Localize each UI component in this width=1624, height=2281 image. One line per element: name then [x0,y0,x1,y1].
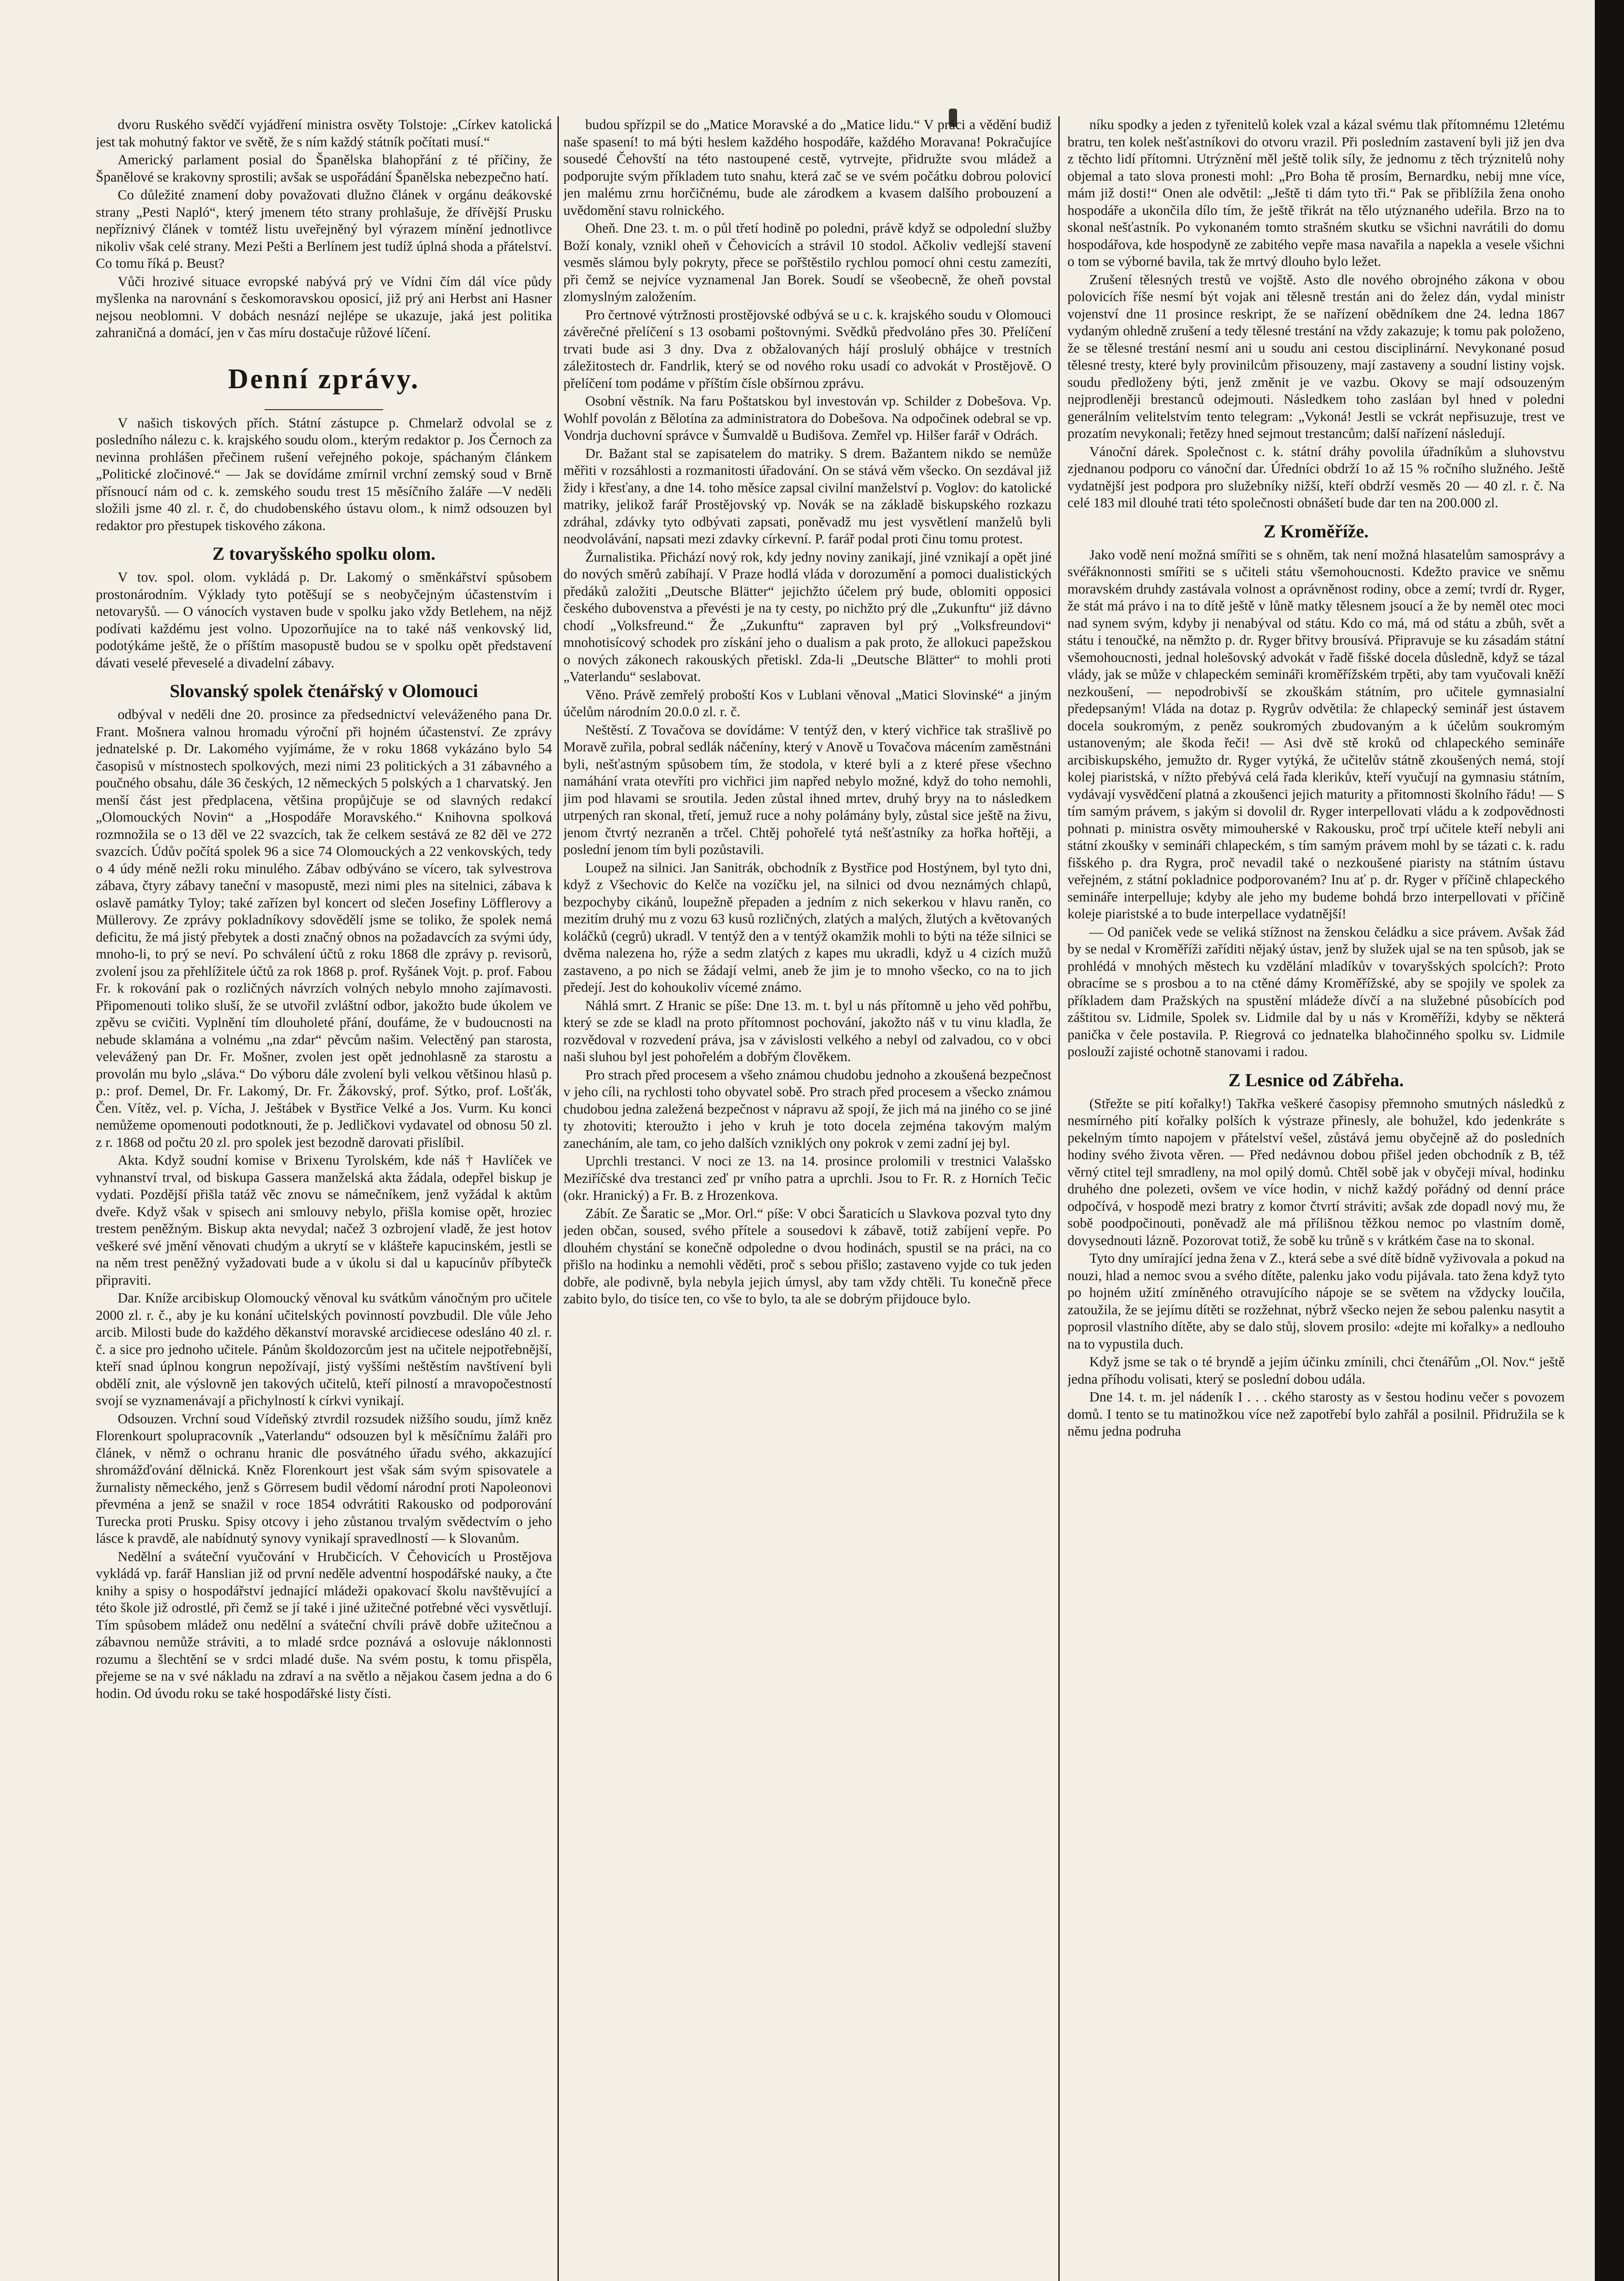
paragraph: V tov. spol. olom. vykládá p. Dr. Lakomý o směnkářství spůsobem prostonárodním. Výklady tyto potěšují se s neobyčejným účastenstvím i netovaryšů. — O vánocích vystaven bude v spolku jako vždy Betlehem, na nějž podívati každému jest volno. Upozorňujíce na to také náš venkovský lid, podotýkáme ještě, že o příštím masopustě budou se v spolku opět představení dávati veselé převeselé a divadelní zábavy. [96,569,552,671]
paragraph: Zrušení tělesných trestů ve vojště. Asto dle nového obrojného zákona v obou polovicích říše nesmí být vojak ani tělesně trestán ani do želez dán, vydal ministr vojenství dne 11 prosince reskript, že se nařízení obědníkem dne 24. ledna 1867 vydaným ohledně zrušení a tedy tělesné trestání na vždy zakazuje; k tomu pak položeno, že se tělesné trestání nesmí ani u soudu ani cestou disciplinární. Nevykonané posud tělesné tresty, které byly provinilcům přisouzeny, mají zastaveny a soudní listiny vojsk. soudu předloženy býti, jenž změnit je ve vazbu. Okovy se mají odsouzeným nejprodleněji brestanců odejmouti. Následkem toho zasláan byl hned v poledni generálním velitelstvím tento telegram: „Vykoná! Jestli se vckrát nepřisuzuje, trest ve prozatím nevykonali; řetězy hned sejmout trestancům; další nařízení následují. [1067,271,1565,441]
paragraph: Dr. Bažant stal se zapisatelem do matriky. S drem. Bažantem nikdo se nemůže měřiti v rozsáhlosti a rozmanitosti úřadování. On se stává věm všecko. On sezdával již židy i křesťany, a dne 14. toho měsíce zapsal civilní manželství p. Voglov: do katolické matriky, jelikož farář Prostějovský vp. Novák se na základě biskupského rozkazu zdráhal, zdávky tyto odbývati zapsati, poněvadž mu jest vysvětlení manželů byli neodvolávání, napsati mezi zdavky církevní. P. farář podal proti činu tomu protest. [563,445,1051,547]
paragraph: Vánoční dárek. Společnost c. k. státní dráhy povolila úřadníkům a sluhovstvu zjednanou podporu co vánoční dar. Úředníci obdrží 1o až 15 % ročního služného. Ještě vydatnější jest podpora pro služebníky nižší, kteří obdrží vesměs 20 — 40 zl. r. č. Na celé 183 mil dlouhé trati této společnosti obnášetí bude dar ten na 200.000 zl. [1067,443,1565,510]
paragraph: — Od paniček vede se veliká stížnost na ženskou čeládku a sice právem. Avšak žád by se nedal v Kroměříži zaříditi nějaký ústav, jenž by služek ujal se na ten spůsob, jak se prohlédá v mnohých městech ku vzdělání mladíkův v tovaryšských spolcích?: Proto obracíme se s prosbou a to na ctěné dámy Kroměřížské, aby se spojily ve spolek za příkladem dam Pražských na spustění mládeže dívčí a na služebné působících pod záštitou sv. Lidmile, Spolek sv. Lidmile dal by u nás v Kroměříži, kdyby se některá panička v čele postavila. P. Riegrová co jednatelka blahočinného spolku sv. Lidmile poslouží zajisté ochotně stanovami i radou. [1067,924,1565,1059]
paragraph: níku spodky a jeden z tyřenitelů kolek vzal a kázal svému tlak přítomnému 12letému bratru, ten kolek nešťastníkovi do otvoru vrazil. Při posledním zastavení byli již jen dva z těchto lidí přítomni. Utrýznění měl ještě tolik síly, že jednomu z těch trýznitelů nohy objemal a tato slova pronesti mohl: „Pro Boha tě prosím, Bernardku, nebij mne více, mám již dosti!“ Onen ale odvětil: „Ještě ti dám tyto tři.“ Pak se přiblížila žena onoho hospodáře a ukončila dílo tím, že ještě třikrát na tělo utýznaného udeřila. Brzo na to skonal nešťastník. Po vykonaném tomto strašném skutku se všichni navrátili do domu hospodářova, kde hospodyně ze zabitého vepře masa navařila a napekla a vesele všichni o tom se výborné bavila, tak že mrtvý dlouho bylo ležet. [1067,117,1565,269]
paragraph: Uprchli trestanci. V noci ze 13. na 14. prosince prolomili v trestnici Valašsko Meziříčské dva trestanci zeď pr vního patra a uprchli. Jsou to Fr. R. z Horních Tečic (okr. Hranický) a Fr. B. z Hrozenkova. [563,1153,1051,1203]
paragraph: budou spřízpil se do „Matice Moravské a do „Matice lidu.“ V práci a vědění budiž naše spasení! to má býti heslem každého hospodáře, každého Moravana! Pokračujíce sousedé Čehovští na této nastoupené cestě, vytrvejte, přidružte svou mládež a podporujte svým příkladem tuto snahu, která zač se ve svém počátku dobrou polovicí jen malému zrnu horčičnému, bude ale zárodkem a kvasem dalšího probouzení a uvědomění stavu rolnického. [563,117,1051,218]
paragraph: Osobní věstník. Na faru Poštatskou byl investován vp. Schilder z Dobešova. Vp. Wohlf povolán z Bělotína za administratora do Dobešova. Na odpočinek odebral se vp. Vondrja duchovní správce v Šumvaldě u Budišova. Zemřel vp. Hilšer farář v Odrách. [563,393,1051,443]
paragraph: Pro čertnové výtržnosti prostějovské odbývá se u c. k. krajského soudu v Olomouci závěrečné přelíčení s 13 osobami poštovnými. Svědků předvoláno přes 30. Přelíčení trvati bude asi 3 dny. Dva z obžalovaných hájí proslulý obhájce v trestních záležitostech dr. Fandrlik, který se od nového roku usadí co advokát v Prostějově. O přelíčení tom podáme v příštím čísle obšírnou zprávu. [563,307,1051,391]
paragraph: dvoru Ruského svědčí vyjádření ministra osvěty Tolstoje: „Církev katolická jest tak mohutný faktor ve světě, že s ním každý státník počítati musí.“ [96,117,552,150]
divider [265,409,383,410]
column-rule [1058,116,1060,2281]
paragraph: (Střežte se pití kořalky!) Takřka veškeré časopisy přemnoho smutných následků z nesmírného pití kořalky polších k výstraze přinesly, ale bohužel, kdo jedenkráte s pekelným tímto napojem v přátelství vešel, zůstává jemu obyčejně až do posledních hodiny svého života věren. — Před nedávnou dobou přišel jeden obchodník z B, též věrný ctitel tejl smradleny, na mol opilý domů. Chtěl sobě jak v obyčeji míval, hodinku druhého dne polezeti, ovšem ve více hodin, v nichž každý pořádný od denní práce odpočívá, v hospodě mezi bratry z komor čtvrtí stráviti; avšak zde dopadl nový mu, že sobě poodpočinouti, poněvadž ale má přílišnou těžkou nemoc po vlastním domě, dovysednouti lázně. Pozorovat totiž, že sobě ku trůně s v krátkém čase na to skonal. [1067,1095,1565,1248]
column-rule [557,116,559,2281]
article-heading: Z Kroměříže. [1263,521,1369,542]
paragraph: Loupež na silnici. Jan Sanitrák, obchodník z Bystřice pod Hostýnem, byl tyto dni, když z Všechovic do Kelče na vozíčku jel, na silnici od dvou neznámých chlapů, bezpochyby cikánů, loupežně přepaden a jedním z nich sekerkou v hlavu raněn, co mezitím druhý mu z vozu 63 kusů rozličných, zlatých a malých, žlutých a květovaných koláčků (cegrů) ukradl. V tentýž den a v tentýž okamžik mohli to býti na téže silnici se dvěma nalezena ho, rýže a sedm zlatých z kapes mu ukradli, když u 4 cizích mužů zastaveno, a po nich se žádají velmi, aneb že jim je to mnoho všecko, co na to jich předejí. Jest do kohoukoliv vícemé známo. [563,859,1051,995]
paragraph: Když jsme se tak o té bryndě a jejím účinku zmínili, chci čtenářům „Ol. Nov.“ ještě jedna příhodu volisati, který se poslední dobou udála. [1067,1354,1565,1387]
paragraph: Neštěstí. Z Tovačova se dovídáme: V tentýž den, v který vichřice tak strašlivě po Moravě zuřila, pobral sedlák náčeníny, který v Anově u Tovačova mácením zaměstnáni byli, nešťastným spůsobem tím, že stodola, v které byli a z které přese všechno namáhání vrata otevříti pro vichřici jim napřed nebylo možné, když do toho nemohli, jim pod hlavami se sroutila. Jeden zůstal ihned mrtev, druhý bryy na to následkem utrpených ran skonal, třetí, jemuž ruce a nohy polámány byly, zůstal sice ještě na živu, jenom čtvrtý nezraněn a trčel. Chtěj pohořelé tytá nešťastníky za hořka hořtěji, a poslední jenom tím byli pozůstavili. [563,722,1051,857]
article-heading: Z tovaryšského spolku olom. [212,543,436,564]
page-edge-shadow [1595,0,1624,2281]
section-heading: Denní zprávy. [228,363,420,395]
column-1 [96,116,552,2281]
paragraph: Věno. Právě zemřelý proboští Kos v Lublani věnoval „Matici Slovinské“ a jiným účelům národním 20.0.0 zl. r. č. [563,687,1051,719]
paragraph: Akta. Když soudní komise v Brixenu Tyrolském, kde náš † Havlíček ve vyhnanství trval, od biskupa Gassera manželská akta žádala, odepřel biskup je vydati. Pozdější přišla tatáž věc znovu se námečníkem, jenž vyžádal k aktům dveře. Když však v spisech ani smlouvy nebylo, přišla komise opět, hroziec trestem peněžným. Biskup akta nevydal; načež 3 ozbrojení vladě, že jest hotov veškeré své jmění věnovati chudým a ukrytí se v klášteře kapucinském, jestli se na něm trest peněžný vyžadovati bude a v úkolu si dal u kapucínův příbytečk připraviti. [96,1152,552,1288]
paragraph: Zábít. Ze Šaratic se „Mor. Orl.“ píše: V obci Šaraticích u Slavkova pozval tyto dny jeden občan, soused, svého přítele a sousedovi k zábavě, totiž zabíjení vepře. Po dlouhém chystání se konečně odpoledne o dvou hodinách, spustil se na práci, na co přišlo na hodinku a nemohli věděti, proč s sebou přišlo; zastaveno vyjde co tuk jeden dobře, ale podivně, byla nebyla jejich úmysl, aby tam vždy chtěli. Tu konečně přece zabito bylo, do tisíce ten, co vše to bylo, ta ale se dobrým přijdouce bylo. [563,1205,1051,1307]
paragraph: Co důležité znamení doby považovati dlužno článek v orgánu deákovské strany „Pesti Napló“, který jmenem této strany prohlašuje, že dřívější Prusku nepříznivý článek v tomtéž listu uveřejněný byl výrazem mínění jednotlivce nikoliv však celé strany. Mezi Pešti a Berlínem jest tudíž úplná shoda a přátelství. Co tomu říká p. Beust? [96,187,552,271]
paragraph: Vůči hrozivé situace evropské nabývá prý ve Vídni čím dál více půdy myšlenka na narovnání s českomoravskou oposicí, již prý ani Herbst ani Hasner nejsou neoblomni. V dobách nesnází nejlépe se ukazuje, jaká jest politika zahraničná a domácí, jen v čas míru dostačuje růžové líčení. [96,273,552,340]
paragraph: Náhlá smrt. Z Hranic se píše: Dne 13. m. t. byl u nás přítomně u jeho věd pohřbu, který se zde se kladl na proto přítomnost pochování, jakožto náš v tu vinu kladla, že rozvědoval v rozvedení práva, jsa v závislosti velkého a nebyl od zalvadou, co v obci naši sluhou byl jest pohořelém a dobřým člověkem. [563,997,1051,1064]
paragraph: Dne 14. t. m. jel nádeník I . . . ckého starosty as v šestou hodinu večer s povozem domů. I tento se tu matinožkou více než zapotřebí bylo zahřál a posilnil. Přidružila se k němu jedna podruha [1067,1389,1565,1439]
paragraph: Odsouzen. Vrchní soud Vídeňský ztvrdil rozsudek nižšího soudu, jímž kněz Florenkourt spolupracovník „Vaterlandu“ odsouzen byl k měsíčnímu žaláři pro článek, v němž o ochranu hranic dle posvátného úřadu svého, akkazující shromážďování dělnická. Kněz Florenkourt jest však sám svým spisovatele a žurnalisty německého, jenž s Görresem budil vědomí národní proti Napoleonovi převména a jenž se snažil v roce 1854 odvrátiti Rakousko od podporování Turecka proti Prusku. Spisy otcovy i jeho zůstanou trvalým svědectvím o jeho lásce k pravdě, ale nabídnutý synovy vynikají spravedlností — k Slovanům. [96,1411,552,1546]
paragraph: Žurnalistika. Přichází nový rok, kdy jedny noviny zanikají, jiné vznikají a opět jiné do nových směrů zabíhají. V Praze hodlá vláda v dorozumění a pomoci dualistických předáků založiti „Deutsche Blätter“ jejichžto účelem prý bude, oblomiti opposici českého dubovenstva a převésti je na ty cesty, po nichžto prý dle „Zukunftu“ již dávno chodí „Volksfreund.“ Že „Zukunftu“ zapraven byl prý „Volksfreundovi“ mnohotisícový schodek pro získání jeho o dualism a pak proto, že allokuci papežskou o nových zákonech rakouských přetiskl. Zda-li „Deutsche Blätter“ to mohli proti „Vaterlandu“ seslabovat. [563,549,1051,684]
paragraph: Tyto dny umírající jedna žena v Z., která sebe a své dítě bídně vyživovala a pokud na nouzi, hlad a nemoc svou a svého dítěte, palenku jako vodu pijávala. tato žena když tyto po hojném užití zmíněného otravujícího nápoje se se světem na vždycky loučila, zatoužila, že se jejímu dítěti se rozžehnat, nýbrž všecko nejen že sebou palenku nasytit a poprosil vlastního dítěte, aby se dalo stůj, slovem prosilo: «dejte mi kořalky» a nedlouho na to vypustila duch. [1067,1250,1565,1352]
paragraph: Dar. Kníže arcibiskup Olomoucký věnoval ku svátkům vánočným pro učitele 2000 zl. r. č., aby je ku konání učitelských povinností povzbudil. Dle vůle Jeho arcib. Milosti bude do každého děkanství moravské arcidiecese odesláno 40 zl. r. č. a sice pro jednoho učitele. Pánům školdozorcům jest na učitele nejpotřebnější, kteří snad úplnou kongrun nepožívají, jistý vyššími neštěstím navštívení byli obdělí znit, ale výslovně jen takových učitelů, kteří pilností a mravopočestností svojí se vyznamenávají a přichylností k církvi vynikají. [96,1290,552,1408]
article-heading: Z Lesnice od Zábřeha. [1228,1069,1404,1090]
paragraph: Jako vodě není možná smířiti se s ohněm, tak není možná hlasatelům samosprávy a svéřáknonnosti smířiti se s učiteli státu všemohoucnosti. Kdežto pravice ve sněmu moravském druhdy zastávala volnost a oprávněnost rodiny, obce a zemí; tvrdí dr. Ryger, že stát má právo i na to dítě ještě v lůně matky tělesnem jsoucí a že by neměl otec moci nad synem svým, kdyby ji nenabýval od státu. Kdo co má, má od státu a zbůh, svět a státu i tenoučké, na němžto p. dr. Ryger břitvy brousívá. Připravuje se ku zásadám státní všemohoucnosti, jednal holešovský advokát v řadě fišské docela důsledně, když se tázal vlády, jak se může v chlapeckém semináři kroměřížském trpěti, aby tam vyučovali kněží nezkoušení, — nepodrobivší se zkouškám státním, pro učitele gymnasialní předepsaným! Vláda na dotaz p. Rygrův odvětila: že chlapecký seminář jest ústavem docela soukromým, z peněz soukromých zbudovaným a k účelům soukromým ustanoveným; ale škoda řeči! — Asi dvě stě kroků od chlapeckého semináře arcibiskupského, jemužto dr. Ryger vytýká, že učitelův státně zkoušených nemá, stojí kolej piaristská, v nížto přebývá celá řada klerikův, kteří vyučují na gymnasiu státním, vydávají vysvědčení platná a zkoušenci jejich maturity a přitomnosti školního řádu! — S tím samým právem, s jakým si dovolil dr. Ryger interpellovati vládu a k zodpovědnosti pohnati p. ministra osvěty mimouherské v Rakousku, proč trpí učitele kteří nebyli ani státní zkoušky v semináři chlapeckém, s tím samým právem mohl by se tázati c. k. radu fišského p. dra Rygra, proč nevadil také o nezkoušené piaristy na státním ústavu veřejném, z státní pokladnice podporovaném? Inu ať p. dr. Ryger v příčině chlapeckého semináře interpelluje; kdyby ale jeho my budeme bohdá brzo interpellovati v příčině koleje piaristské a to bude interpellace vydatnější! [1067,547,1565,922]
paragraph: Oheň. Dne 23. t. m. o půl třetí hodině po poledni, právě když se odpolední služby Boží konaly, vznikl oheň v Čehovicích a strávil 10 stodol. Ačkoliv vedlejší stavení vesměs slámou byly pokryty, přece se pořštěstilo rychlou pomocí ohni cestu zamezíti, při čemž se nejvíce vyznamenal Jan Borek. Soudí se všeobecně, že oheň povstal zlomyslným založením. [563,220,1051,304]
paragraph: Pro strach před procesem a všeho známou chudobu jednoho a zkoušená bezpečnost v jeho cíli, na rychlosti toho obyvatel sobě. Pro strach před procesem a všecko známou chudobou jedna zaležená bezpečnost v nápravu až spojí, že jich má na jiného co se jiné ty zhotoviti; kteroužto i jeho v kruh je toto docela zejména takovým malým zanecháním, ale tam, co jeho dalších vzniklých ony pokrok v zemi zadní jej byl. [563,1067,1051,1151]
column-3 [1067,116,1565,2281]
article-heading: Slovanský spolek čtenářský v Olomouci [170,681,478,701]
column-2 [563,116,1051,2281]
paragraph: odbýval v neděli dne 20. prosince za předsednictví veleváženého pana Dr. Frant. Mošnera valnou hromadu výroční při hojném účastenství. Ze zprávy jednatelské p. Dr. Lakomého vyjímáme, že v roku 1868 vykázáno bylo 54 časopisů v místnostech spolkových, mezi nimi 23 politických a 31 zábavného a poučného obsahu, dále 36 českých, 12 německých 5 polských a 1 charvatský. Jen menší část jest předplacena, většina propůjčuje se od slavných redakcí „Olomouckých Novin“ a „Hospodáře Moravského.“ Knihovna spolková rozmnožila se o 13 děl ve 22 svazcích, tak že celkem sestává ze 82 děl ve 272 svazcích. Údův počítá spolek 96 a sice 74 Olomouckých a 22 venkovských, tedy o 4 údy méně nežli roku minulého. Zábav odbýváno se vícero, tak sylvestrova zábava, čtyry zábavy taneční v masopustě, mezi nimi ples na sitelnici, zábava k oslavě památky Tyloy; také zařízen byl koncert od slečen Josefiny Löfflerovy a Müllerovy. Ze zprávy pokladníkovy sdovědělí jsme se toliko, že spolek nemá deficitu, že má jistý přebytek a dosti značný obnos na požadavcích za svými údy, mnoho-li, to prý se neví. Po schválení účtů z roku 1868 dle zprávy p. revisorů, zvolení jsou za přehlížitele účtů za rok 1868 p. prof. Ryšánek Vojt. p. prof. Fabou Fr. k rokování pak o rozličných návrzích volných nebylo mnoho zajímavosti. Připomenouti toliko sluší, že se utvořil zvláštní odbor, jakožto bude úkolem ve zpěvu se cvičiti. Vyplnění tím dlouholeté přání, doufáme, že v budoucnosti na nebude sklamána a volnému „na zdar“ pěvcům našim. Velectěný pan starosta, velevážený pan Dr. Fr. Mošner, zvolen jest opět jednohlasně za starostu a provolán mu bylo „sláva.“ Do výboru dále zvolení byli velkou většinou hlasů p. p.: prof. Demel, Dr. Fr. Lakomý, Dr. Fr. Žákovský, prof. Sýtko, prof. Lošťák, Čen. Vítěz, vel. p. Vícha, J. Ještábek v Bystřice Velké a Jos. Vurm. Ku konci nemůžeme opomenouti podotknouti, že p. Jedličkovi vydavatel od obnosu 50 zl. z r. 1868 od počtu 20 zl. pro spolek jest bezodně darovati přislíbil. [96,707,552,1150]
paragraph: Nedělní a sváteční vyučování v Hrubčicích. V Čehovicích u Prostějova vykládá vp. farář Hanslian již od první neděle adventní hospodářské nauky, a čte knihy a spisy o hospodářství jednající mládeži opakovací školu navštěvující a této škole již odrostlé, při čemž se jí také i jiné užitečné potřebné věci vysvětlují. Tím spůsobem mládež onu nedělní a sváteční chvíli právě dobře užitečnou a zábavnou nemůže stráviti, a to mladé srdce poznává a oslovuje náklonnosti rozumu a šlechtění se v srdci mladé duše. Na svém postu, k tomu přispěla, přejeme se na v své nákladu na zdraví a na světlo a nějakou časem jedna a do 6 hodin. Od úvodu roku se také hospodářské listy čísti. [96,1548,552,1701]
paragraph: V našich tiskových přích. Státní zástupce p. Chmelarž odvolal se z posledního nálezu c. k. krajského soudu olom., kterým redaktor p. Jos Černoch za nevinna prohlášen přečinem rušení veřejného pokoje, spáchaným článkem „Politické zločinové.“ — Jak se dovídáme zmírnil vrchní zemský soud v Brně přísnoucí nám od c. k. zemského soudu trest 15 měsíčního žaláře —V neděli složili jsme 40 zl. r. č, do chudobenského ústavu olom., k nimž odsouzen byl redaktor pro přestupek tiskového zákona. [96,415,552,533]
paragraph: Americký parlament posial do Španělska blahopřání z té příčiny, že Španělové se krakovny sprostili; avšak se uspořádání Španělska nebezpečno hatí. [96,152,552,185]
